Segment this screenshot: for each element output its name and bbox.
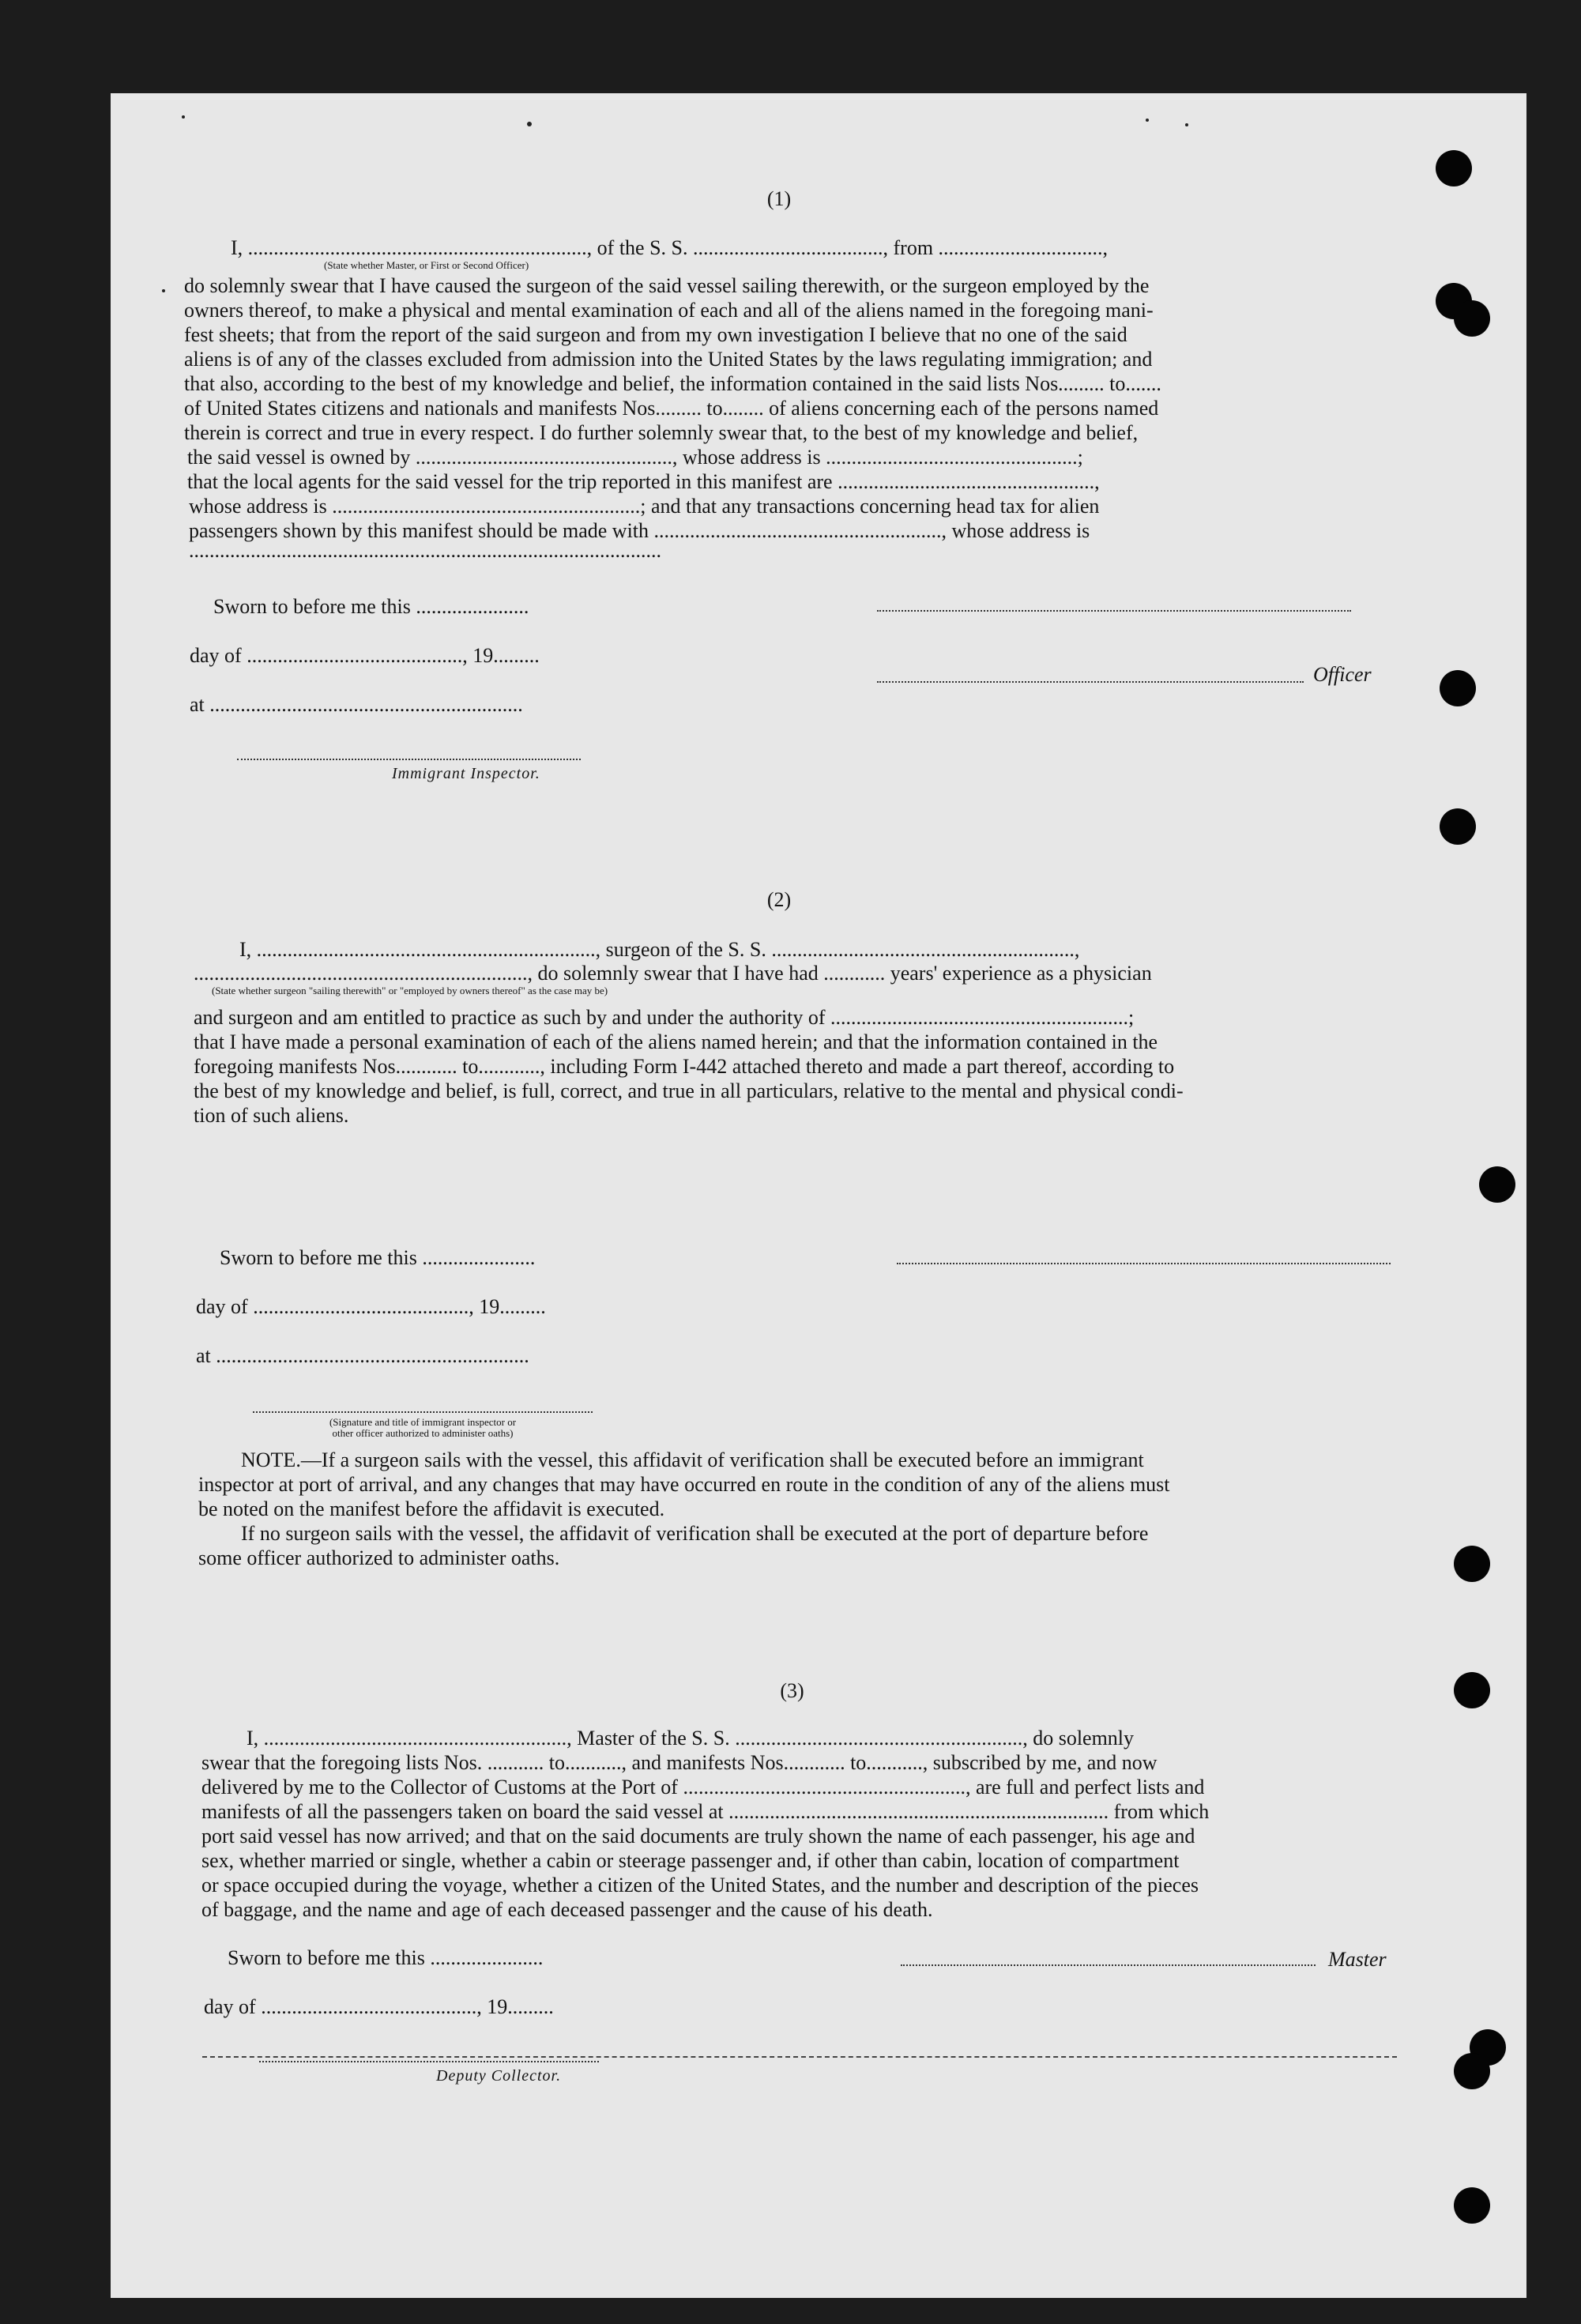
section-2-line-6: the best of my knowledge and belief, is full, correct, and true in all particulars, relative to the mental and physical condi- <box>194 1079 1184 1102</box>
section-2-line-5: foregoing manifests Nos............ to............, including Form I-442 attached thereto and made a part thereof, according to <box>194 1055 1175 1078</box>
speck <box>527 122 532 126</box>
section-1-line-7: of United States citizens and nationals and manifests Nos......... to........ of aliens concerning each of the persons named <box>184 397 1159 420</box>
section-2-sig-caption-1: (Signature and title of immigrant inspector or <box>329 1416 517 1428</box>
section-1-line-11: whose address is ............................................................; and that any transactions concerning head tax for alien <box>189 495 1100 518</box>
section-2-at: at ............................................................. <box>196 1344 529 1367</box>
section-2-sworn: Sworn to before me this ...................... <box>220 1246 536 1269</box>
section-3-line-7: or space occupied during the voyage, whether a citizen of the United States, and the number and description of the pieces <box>201 1874 1199 1896</box>
punch-hole <box>1436 150 1472 186</box>
section-1-number: (1) <box>766 187 792 210</box>
punch-hole <box>1479 1166 1515 1203</box>
section-3-line-1: I, ..........................................................., Master of the S. S. ........................................................, do solemnly <box>247 1727 1135 1750</box>
section-3-master-line <box>901 1964 1316 1966</box>
section-1-at: at ............................................................. <box>190 693 523 716</box>
speck <box>1146 119 1149 122</box>
punch-hole <box>1454 2053 1490 2089</box>
section-1-inspector-line <box>237 759 581 760</box>
section-1-line-12: passengers shown by this manifest should be made with ........................................................, whose address is <box>189 519 1090 542</box>
section-1-line-5: aliens is of any of the classes excluded from admission into the United States by the laws regulating immigration; and <box>184 348 1153 371</box>
speck <box>1185 123 1188 126</box>
section-1-line-9: the said vessel is owned by .................................................., whose address is .................................................; <box>187 446 1083 469</box>
section-1-inspector-label: Immigrant Inspector. <box>392 765 540 782</box>
punch-hole <box>1440 808 1476 845</box>
section-2-surgeon-caption: (State whether surgeon "sailing therewith" or "employed by owners thereof" as the case may be) <box>212 985 608 996</box>
section-1-officer-line <box>877 681 1304 683</box>
punch-hole <box>1454 2187 1490 2224</box>
section-1-signature-line <box>877 610 1351 612</box>
section-3-line-8: of baggage, and the name and age of each deceased passenger and the cause of his death. <box>201 1898 933 1921</box>
section-1-line-8: therein is correct and true in every respect. I do further solemnly swear that, to the best of my knowledge and belief, <box>184 421 1139 444</box>
section-2-line-7: tion of such aliens. <box>194 1104 349 1127</box>
section-2-sig-caption-2: other officer authorized to administer oaths) <box>332 1427 514 1439</box>
speck <box>162 289 165 292</box>
section-2-line-1: I, .................................................................., surgeon of the S. S. ..........................................................., <box>239 938 1080 961</box>
section-3-line-2: swear that the foregoing lists Nos. ........... to..........., and manifests Nos............ to..........., subscribed by me, and now <box>201 1751 1158 1774</box>
section-3-line-5: port said vessel has now arrived; and that on the said documents are truly shown the name of each passenger, his age and <box>201 1825 1195 1848</box>
section-3-sworn: Sworn to before me this ...................... <box>228 1946 544 1969</box>
section-2-day: day of .........................................., 19......... <box>196 1295 546 1318</box>
section-1-line-10: that the local agents for the said vessel for the trip reported in this manifest are .................................................., <box>187 470 1100 493</box>
section-3-collector-line <box>259 2061 599 2062</box>
section-2-number: (2) <box>766 888 792 911</box>
section-2-line-2: ................................................................., do solemnly swear that I have had ............ years' experience as a physician <box>194 962 1152 985</box>
section-3-master-label: Master <box>1328 1948 1387 1971</box>
section-1-line-1: I, .................................................................., of the S. S. ....................................., from ................................, <box>231 236 1109 259</box>
section-1-officer-caption: (State whether Master, or First or Second Officer) <box>324 259 529 271</box>
note-line-4: If no surgeon sails with the vessel, the affidavit of verification shall be executed at the port of departure before <box>241 1522 1149 1545</box>
section-3-line-4: manifests of all the passengers taken on board the said vessel at .......................................................................... from which <box>201 1800 1210 1823</box>
section-1-line-4: fest sheets; that from the report of the said surgeon and from my own investigation I believe that no one of the said <box>184 323 1127 346</box>
punch-hole <box>1454 300 1490 337</box>
section-3-line-6: sex, whether married or single, whether a cabin or steerage passenger and, if other than cabin, location of compartment <box>201 1849 1180 1872</box>
section-3-collector-label: Deputy Collector. <box>436 2067 562 2085</box>
section-1-day: day of .........................................., 19......... <box>190 644 540 667</box>
section-1-sworn: Sworn to before me this ...................... <box>213 595 529 618</box>
section-1-line-2: do solemnly swear that I have caused the surgeon of the said vessel sailing therewith, or the surgeon employed by the <box>184 274 1150 297</box>
note-line-2: inspector at port of arrival, and any changes that may have occurred en route in the condition of any of the aliens must <box>198 1473 1170 1496</box>
bottom-rule <box>202 2056 1397 2058</box>
speck <box>182 115 185 119</box>
note-line-5: some officer authorized to administer oaths. <box>198 1546 560 1569</box>
punch-hole <box>1440 670 1476 706</box>
section-1-line-13: ............................................................................................ <box>189 539 661 562</box>
section-2-inspector-line <box>253 1411 593 1413</box>
form-page <box>111 93 1526 2298</box>
section-1-line-3: owners thereof, to make a physical and mental examination of each and all of the aliens named in the foregoing mani- <box>184 299 1154 322</box>
section-3-number: (3) <box>780 1679 804 1702</box>
section-3-line-3: delivered by me to the Collector of Customs at the Port of ......................................................., are full and perfect lists and <box>201 1776 1205 1799</box>
section-2-line-3: and surgeon and am entitled to practice as such by and under the authority of ..........................................................; <box>194 1006 1135 1029</box>
section-2-signature-line <box>897 1263 1391 1264</box>
note-line-3: be noted on the manifest before the affidavit is executed. <box>198 1497 665 1520</box>
section-1-line-6: that also, according to the best of my knowledge and belief, the information contained in the said lists Nos......... to....... <box>184 372 1161 395</box>
section-2-line-4: that I have made a personal examination of each of the aliens named herein; and that the information contained in the <box>194 1030 1158 1053</box>
section-3-day: day of .........................................., 19......... <box>204 1995 554 2018</box>
punch-hole <box>1454 1546 1490 1582</box>
note-line-1: NOTE.—If a surgeon sails with the vessel, this affidavit of verification shall be executed before an immigrant <box>241 1448 1144 1471</box>
section-1-officer-label: Officer <box>1313 663 1372 686</box>
